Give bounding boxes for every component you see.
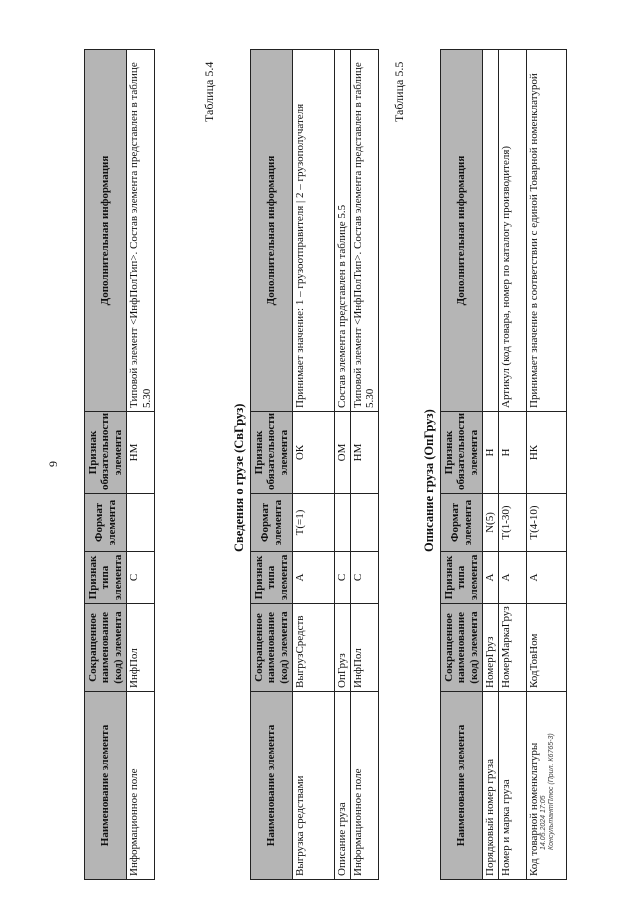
cell-extra: Артикул (код товара, номер по каталогу производителя) xyxy=(498,50,526,412)
cell-extra: Типовой элемент <ИнфПолТип>. Состав элемента представлен в таблице 5.30 xyxy=(350,50,378,412)
table-header-row xyxy=(85,50,127,880)
cell-code: НомерМаркаГруз xyxy=(498,604,526,692)
cell-code: ОпГруз xyxy=(335,604,351,692)
cell-type: А xyxy=(293,552,335,604)
cell-extra xyxy=(483,50,499,412)
header-type: Признак типа элемента xyxy=(85,552,127,604)
table-title-5-5: Описание груза (ОпГруз) xyxy=(422,409,436,552)
cell-format xyxy=(335,494,351,552)
cell-required: ОМ xyxy=(335,412,351,494)
header-code: Сокращенное наименование (код) элемента xyxy=(85,604,127,692)
table-row xyxy=(498,50,526,880)
table-caption-5-5: Таблица 5.5 xyxy=(392,61,406,122)
table-continuation xyxy=(84,49,155,880)
table-title-5-4: Сведения о грузе (СвГруз) xyxy=(232,403,246,552)
header-extra: Дополнительная информация xyxy=(441,50,483,412)
stamp-line: 14.05.2024 17:05 xyxy=(540,795,547,850)
cell-extra: Состав элемента представлен в таблице 5.5 xyxy=(335,50,351,412)
table-row xyxy=(350,50,378,880)
cell-code: КодТовНом xyxy=(526,604,566,692)
cell-name: Информационное поле xyxy=(350,692,378,880)
cell-required: НК xyxy=(526,412,566,494)
table-row xyxy=(293,50,335,880)
cell-extra: Принимает значение: 1 – грузоотправителя | 2 – грузополучателя xyxy=(293,50,335,412)
header-required: Признак обязательности элемента xyxy=(441,412,483,494)
header-code: Сокращенное наименование (код) элемента xyxy=(441,604,483,692)
cell-required: Н xyxy=(483,412,499,494)
cell-name: Номер и марка груза xyxy=(498,692,526,880)
cell-format: Т(=1) xyxy=(293,494,335,552)
table-caption-5-4: Таблица 5.4 xyxy=(202,61,216,122)
header-format: Формат элемента xyxy=(441,494,483,552)
header-extra: Дополнительная информация xyxy=(251,50,293,412)
cell-format: Т(4-10) xyxy=(526,494,566,552)
header-name: Наименование элемента xyxy=(251,692,293,880)
table-header-row xyxy=(251,50,293,880)
cell-format xyxy=(127,494,155,552)
stamp-line: КонсультантПлюс (Прил. К6765-3) xyxy=(548,733,556,850)
cell-type: А xyxy=(526,552,566,604)
header-required: Признак обязательности элемента xyxy=(85,412,127,494)
cell-name: Выгрузка средствами xyxy=(293,692,335,880)
table-5-4 xyxy=(250,49,379,880)
table-row xyxy=(335,50,351,880)
cell-name: Порядковый номер груза xyxy=(483,692,499,880)
cell-type: С xyxy=(127,552,155,604)
cell-type: С xyxy=(350,552,378,604)
table-row xyxy=(127,50,155,880)
cell-required: НМ xyxy=(127,412,155,494)
cell-required: НМ xyxy=(350,412,378,494)
cell-code: ВыгрузСредств xyxy=(293,604,335,692)
cell-code: ИнфПол xyxy=(350,604,378,692)
header-type: Признак типа элемента xyxy=(441,552,483,604)
cell-type: С xyxy=(335,552,351,604)
header-type: Признак типа элемента xyxy=(251,552,293,604)
cell-type: А xyxy=(483,552,499,604)
cell-format: N(5) xyxy=(483,494,499,552)
cell-extra: Типовой элемент <ИнфПолТип>. Состав элемента представлен в таблице 5.30 xyxy=(127,50,155,412)
header-required: Признак обязательности элемента xyxy=(251,412,293,494)
header-format: Формат элемента xyxy=(85,494,127,552)
cell-required: ОК xyxy=(293,412,335,494)
cell-format: Т(1-30) xyxy=(498,494,526,552)
header-name: Наименование элемента xyxy=(441,692,483,880)
cell-format xyxy=(350,494,378,552)
cell-code: ИнфПол xyxy=(127,604,155,692)
header-name: Наименование элемента xyxy=(85,692,127,880)
header-format: Формат элемента xyxy=(251,494,293,552)
header-code: Сокращенное наименование (код) элемента xyxy=(251,604,293,692)
cell-name: Описание груза xyxy=(335,692,351,880)
table-row xyxy=(483,50,499,880)
page-number: 9 xyxy=(46,461,60,467)
footer-stamp xyxy=(540,733,557,850)
cell-required: Н xyxy=(498,412,526,494)
cell-type: А xyxy=(498,552,526,604)
cell-extra: Принимает значение в соответствии с единой Товарной номенклатурой xyxy=(526,50,566,412)
cell-code: НомерГруз xyxy=(483,604,499,692)
header-extra: Дополнительная информация xyxy=(85,50,127,412)
cell-name: Код товарной номенклатуры xyxy=(526,692,566,880)
cell-name: Информационное поле xyxy=(127,692,155,880)
rotated-content xyxy=(40,32,600,892)
table-header-row xyxy=(441,50,483,880)
